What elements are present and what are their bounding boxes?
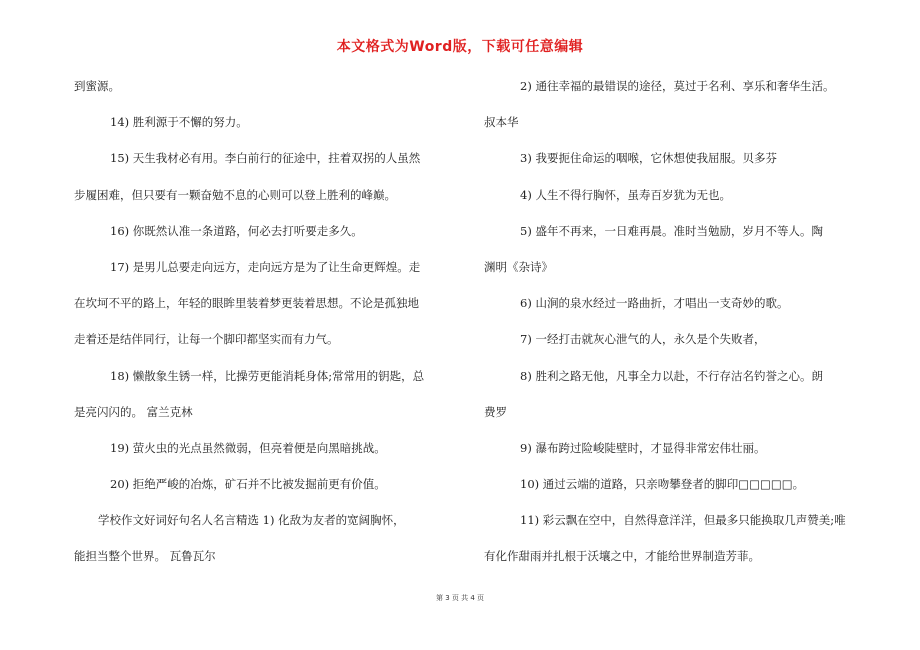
text-line: 4) 人生不得行胸怀，虽寿百岁犹为无也。: [520, 187, 731, 202]
text-line: 是亮闪闪的。 富兰克林: [74, 404, 193, 419]
text-line: 18) 懒散象生锈一样，比操劳更能消耗身体;常常用的钥匙，总: [110, 368, 425, 383]
text-line: 走着还是结伴同行，让每一个脚印都坚实而有力气。: [74, 332, 339, 347]
text-line: 能担当整个世界。 瓦鲁瓦尔: [74, 549, 216, 564]
text-line: 7) 一经打击就灰心泄气的人，永久是个失败者，: [520, 332, 766, 347]
text-line: 6) 山涧的泉水经过一路曲折，才唱出一支奇妙的歌。: [520, 296, 789, 311]
text-line: 11) 彩云飘在空中，自然得意洋洋，但最多只能换取几声赞美;唯: [520, 513, 846, 528]
text-line: 19) 萤火虫的光点虽然微弱，但亮着便是向黑暗挑战。: [110, 440, 386, 455]
text-line: 有化作甜雨并扎根于沃壤之中，才能给世界制造芳菲。: [484, 549, 760, 564]
text-line: 5) 盛年不再来，一日难再晨。准时当勉励，岁月不等人。陶: [520, 223, 823, 238]
document-banner: 本文格式为Word版，下载可任意编辑: [336, 39, 584, 55]
text-line: 在坎坷不平的路上，年轻的眼眸里装着梦更装着思想。不论是孤独地: [74, 296, 419, 311]
text-line: 渊明《杂诗》: [484, 259, 553, 274]
text-line: 15) 天生我材必有用。李白前行的征途中，拄着双拐的人虽然: [110, 151, 421, 166]
text-line: 10) 通过云端的道路，只亲吻攀登者的脚印□□□□□。: [520, 477, 805, 492]
text-line: 9) 瀑布跨过险峻陡壁时，才显得非常宏伟壮丽。: [520, 440, 766, 455]
text-line: 2) 通往幸福的最错误的途径，莫过于名利、享乐和奢华生活。: [520, 79, 835, 93]
text-line: 14) 胜利源于不懈的努力。: [110, 115, 248, 130]
text-line: 到蜜源。: [74, 79, 120, 93]
text-line: 3) 我要扼住命运的咽喉，它休想使我屈服。贝多芬: [520, 151, 777, 166]
text-line: 8) 胜利之路无他，凡事全力以赴，不行存沽名钓誉之心。朗: [520, 368, 823, 383]
text-line: 学校作文好词好句名人名言精选 1) 化敌为友者的宽阔胸怀，: [98, 513, 405, 528]
text-line: 叔本华: [484, 115, 519, 130]
text-line: 17) 是男儿总要走向远方，走向远方是为了让生命更辉煌。走: [110, 259, 421, 274]
text-line: 费罗: [484, 404, 507, 419]
text-line: 20) 拒绝严峻的冶炼，矿石并不比被发掘前更有价值。: [110, 477, 386, 492]
text-line: 16) 你既然认准一条道路，何必去打听要走多久。: [110, 223, 363, 238]
left-column: [74, 74, 464, 581]
page-footer: 第 3 页 共 4 页: [435, 594, 485, 602]
text-line: 步履困难，但只要有一颗奋勉不息的心则可以登上胜利的峰巅。: [74, 187, 396, 202]
right-column: [484, 74, 884, 581]
